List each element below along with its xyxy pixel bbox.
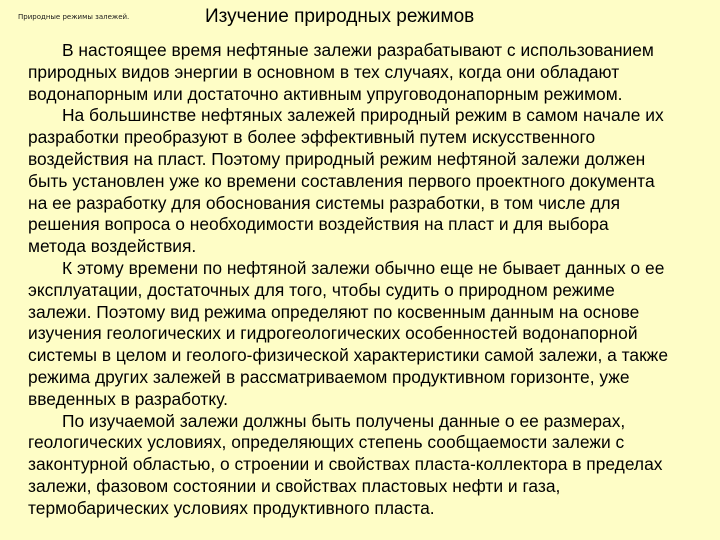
section-label: Природные режимы залежей. — [18, 13, 130, 21]
body-line: системы в целом и геолого-физической характеристики самой залежи, а также — [28, 345, 668, 366]
body-line: залежи. Поэтому вид режима определяют по косвенным данным на основе — [28, 301, 640, 322]
body-line: воздействия на пласт. Поэтому природный режим нефтяной залежи должен — [28, 148, 646, 169]
body-line: геологических условиях, определяющих степень сообщаемости залежи с — [28, 432, 625, 453]
body-line: термобарических условиях продуктивного пласта. — [28, 497, 435, 518]
body-line: залежи, фазовом состоянии и свойствах пластовых нефти и газа, — [28, 475, 561, 496]
slide-body — [28, 40, 698, 520]
body-line: В настоящее время нефтяные залежи разрабатывают с использованием — [62, 40, 654, 60]
body-line: законтурной областью, о строении и свойствах пласта-коллектора в пределах — [28, 454, 663, 475]
body-line: решения вопроса о необходимости воздействия на пласт и для выбора — [28, 214, 609, 235]
body-line: К этому времени по нефтяной залежи обычно еще не бывает данных о ее — [62, 257, 665, 278]
body-line: на ее разработку для обоснования системы разработки, в том числе для — [28, 192, 621, 213]
body-line: На большинстве нефтяных залежей природный режим в самом начале их — [62, 105, 664, 126]
body-line: метода воздействия. — [28, 236, 197, 257]
body-line: разработки преобразуют в более эффективный путем искусственного — [28, 127, 596, 148]
body-line: режима других залежей в рассматриваемом продуктивном горизонте, уже — [28, 366, 630, 387]
slide-title: Изучение природных режимов — [205, 6, 475, 27]
body-line: эксплуатации, достаточных для того, чтобы судить о природном режиме — [28, 279, 615, 300]
body-line: По изучаемой залежи должны быть получены данные о ее размерах, — [62, 410, 626, 431]
body-line: изучения геологических и гидрогеологических особенностей водонапорной — [28, 323, 638, 344]
body-line: быть установлен уже ко времени составления первого проектного документа — [28, 170, 655, 191]
body-line: водонапорным или достаточно активным упруговодонапорным режимом. — [28, 83, 623, 104]
body-line: природных видов энергии в основном в тех случаях, когда они обладают — [28, 61, 620, 82]
body-line: введенных в разработку. — [28, 388, 228, 409]
